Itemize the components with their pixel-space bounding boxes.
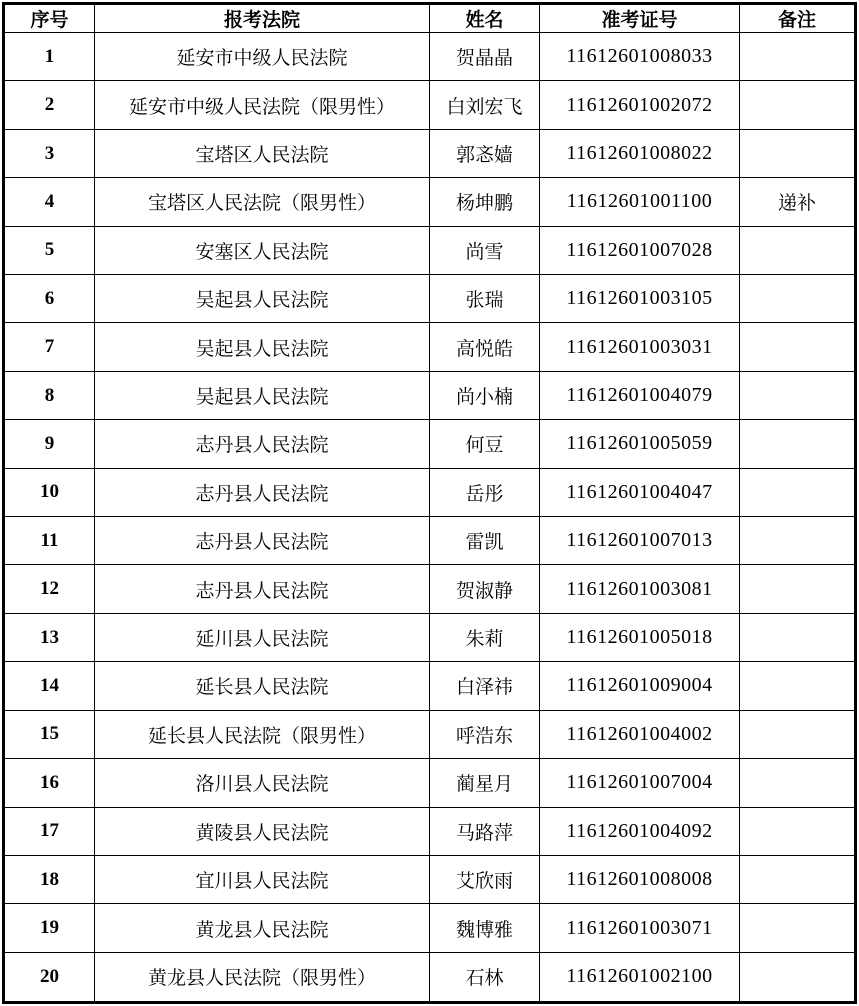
ticket-number-cell: 11612601004079 [540, 371, 740, 419]
row-number-cell: 12 [4, 565, 95, 613]
name-cell: 蔺星月 [430, 759, 540, 807]
name-cell: 岳彤 [430, 468, 540, 516]
table-row [4, 855, 856, 903]
name-cell: 石林 [430, 952, 540, 1002]
row-number-cell: 17 [4, 807, 95, 855]
remark-cell [740, 662, 856, 710]
row-number-cell: 10 [4, 468, 95, 516]
remark-cell [740, 81, 856, 129]
table-row [4, 759, 856, 807]
name-cell: 雷凯 [430, 517, 540, 565]
ticket-number-cell: 11612601007004 [540, 759, 740, 807]
ticket-number-cell: 11612601002072 [540, 81, 740, 129]
row-number-cell: 14 [4, 662, 95, 710]
name-cell: 白泽祎 [430, 662, 540, 710]
name-cell: 杨坤鹏 [430, 178, 540, 226]
name-cell: 何豆 [430, 420, 540, 468]
court-cell: 黄陵县人民法院 [95, 807, 430, 855]
row-number-cell: 7 [4, 323, 95, 371]
row-number-cell: 19 [4, 904, 95, 952]
table-row [4, 226, 856, 274]
court-cell: 志丹县人民法院 [95, 517, 430, 565]
ticket-number-cell: 11612601005059 [540, 420, 740, 468]
court-cell: 吴起县人民法院 [95, 275, 430, 323]
name-cell: 呼浩东 [430, 710, 540, 758]
ticket-number-cell: 11612601001100 [540, 178, 740, 226]
table-row [4, 275, 856, 323]
row-number-cell: 15 [4, 710, 95, 758]
remark-cell [740, 468, 856, 516]
court-cell: 志丹县人民法院 [95, 420, 430, 468]
header-ticket: 准考证号 [540, 4, 740, 33]
ticket-number-cell: 11612601007028 [540, 226, 740, 274]
ticket-number-cell: 11612601004002 [540, 710, 740, 758]
row-number-cell: 11 [4, 517, 95, 565]
table-body [4, 33, 856, 1003]
remark-cell [740, 323, 856, 371]
remark-cell [740, 952, 856, 1002]
ticket-number-cell: 11612601004047 [540, 468, 740, 516]
table-row [4, 33, 856, 81]
header-no: 序号 [4, 4, 95, 33]
header-remark: 备注 [740, 4, 856, 33]
row-number-cell: 2 [4, 81, 95, 129]
court-cell: 洛川县人民法院 [95, 759, 430, 807]
name-cell: 马路萍 [430, 807, 540, 855]
ticket-number-cell: 11612601008033 [540, 33, 740, 81]
table-header [4, 4, 856, 33]
court-cell: 黄龙县人民法院（限男性） [95, 952, 430, 1002]
row-number-cell: 1 [4, 33, 95, 81]
ticket-number-cell: 11612601002100 [540, 952, 740, 1002]
row-number-cell: 3 [4, 129, 95, 177]
name-cell: 朱莉 [430, 613, 540, 661]
ticket-number-cell: 11612601005018 [540, 613, 740, 661]
court-cell: 安塞区人民法院 [95, 226, 430, 274]
court-cell: 志丹县人民法院 [95, 565, 430, 613]
remark-cell [740, 420, 856, 468]
table-row [4, 565, 856, 613]
table-row [4, 904, 856, 952]
header-name: 姓名 [430, 4, 540, 33]
row-number-cell: 8 [4, 371, 95, 419]
row-number-cell: 16 [4, 759, 95, 807]
table-row [4, 517, 856, 565]
table-row [4, 662, 856, 710]
name-cell: 贺晶晶 [430, 33, 540, 81]
ticket-number-cell: 11612601003081 [540, 565, 740, 613]
table-row [4, 178, 856, 226]
name-cell: 张瑞 [430, 275, 540, 323]
table-row [4, 952, 856, 1002]
remark-cell [740, 613, 856, 661]
name-cell: 尚雪 [430, 226, 540, 274]
name-cell: 贺淑静 [430, 565, 540, 613]
remark-cell [740, 855, 856, 903]
ticket-number-cell: 11612601004092 [540, 807, 740, 855]
ticket-number-cell: 11612601003105 [540, 275, 740, 323]
ticket-number-cell: 11612601008022 [540, 129, 740, 177]
court-cell: 宝塔区人民法院（限男性） [95, 178, 430, 226]
court-cell: 黄龙县人民法院 [95, 904, 430, 952]
remark-cell [740, 33, 856, 81]
header-row [4, 4, 856, 33]
court-cell: 志丹县人民法院 [95, 468, 430, 516]
table-row [4, 710, 856, 758]
ticket-number-cell: 11612601007013 [540, 517, 740, 565]
row-number-cell: 20 [4, 952, 95, 1002]
row-number-cell: 18 [4, 855, 95, 903]
remark-cell [740, 710, 856, 758]
name-cell: 尚小楠 [430, 371, 540, 419]
remark-cell [740, 904, 856, 952]
court-cell: 吴起县人民法院 [95, 371, 430, 419]
remark-cell [740, 226, 856, 274]
court-cell: 宜川县人民法院 [95, 855, 430, 903]
row-number-cell: 4 [4, 178, 95, 226]
row-number-cell: 6 [4, 275, 95, 323]
remark-cell [740, 759, 856, 807]
table-row [4, 81, 856, 129]
ticket-number-cell: 11612601003031 [540, 323, 740, 371]
court-cell: 延安市中级人民法院（限男性） [95, 81, 430, 129]
table-row [4, 323, 856, 371]
candidates-table [2, 2, 857, 1004]
remark-cell: 递补 [740, 178, 856, 226]
name-cell: 高悦皓 [430, 323, 540, 371]
remark-cell [740, 517, 856, 565]
court-cell: 宝塔区人民法院 [95, 129, 430, 177]
remark-cell [740, 371, 856, 419]
table-row [4, 129, 856, 177]
remark-cell [740, 275, 856, 323]
court-cell: 吴起县人民法院 [95, 323, 430, 371]
remark-cell [740, 129, 856, 177]
row-number-cell: 5 [4, 226, 95, 274]
remark-cell [740, 807, 856, 855]
court-cell: 延长县人民法院 [95, 662, 430, 710]
ticket-number-cell: 11612601003071 [540, 904, 740, 952]
table-row [4, 371, 856, 419]
court-cell: 延长县人民法院（限男性） [95, 710, 430, 758]
header-court: 报考法院 [95, 4, 430, 33]
name-cell: 魏博雅 [430, 904, 540, 952]
table-row [4, 807, 856, 855]
row-number-cell: 9 [4, 420, 95, 468]
ticket-number-cell: 11612601009004 [540, 662, 740, 710]
ticket-number-cell: 11612601008008 [540, 855, 740, 903]
table-row [4, 613, 856, 661]
court-cell: 延安市中级人民法院 [95, 33, 430, 81]
court-cell: 延川县人民法院 [95, 613, 430, 661]
name-cell: 艾欣雨 [430, 855, 540, 903]
name-cell: 郭忞嫱 [430, 129, 540, 177]
name-cell: 白刘宏飞 [430, 81, 540, 129]
remark-cell [740, 565, 856, 613]
table-row [4, 420, 856, 468]
row-number-cell: 13 [4, 613, 95, 661]
table-row [4, 468, 856, 516]
